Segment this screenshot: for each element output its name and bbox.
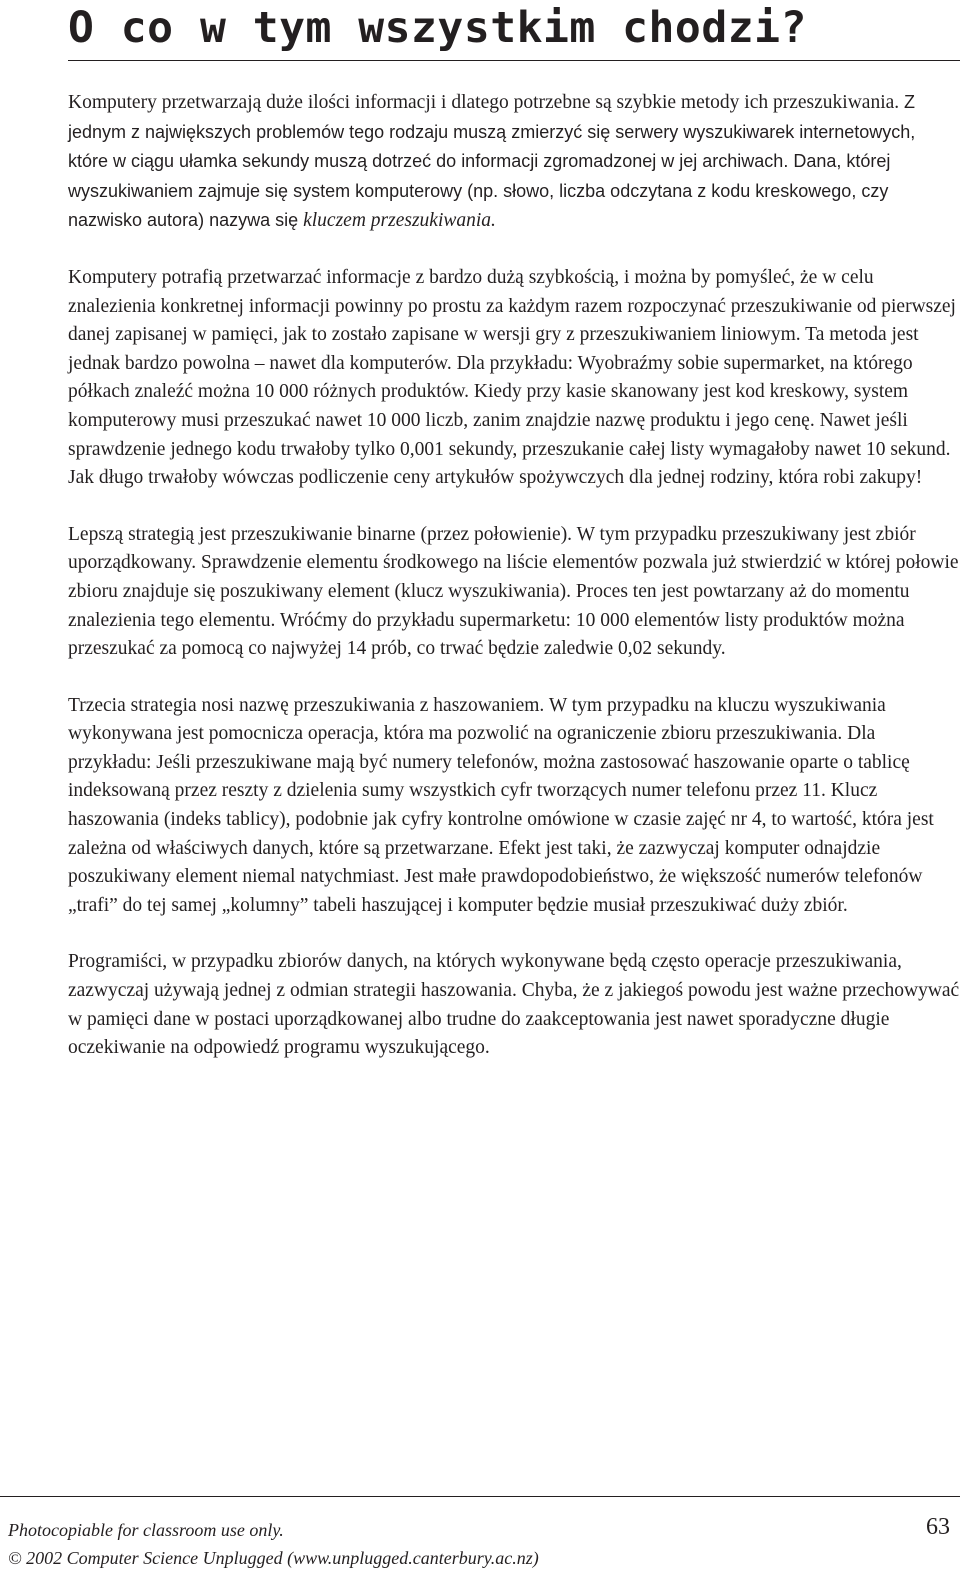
paragraph-3: Lepszą strategią jest przeszukiwanie binarne (przez połowienie). W tym przypadku przeszukiwany jest zbiór uporządkowany. Sprawdzenie elementu środkowego na liście elementów pozwala już stwierdzić w której połowie zbioru znajduje się poszukiwany element (klucz wyszukiwania). Proces ten jest powtarzany aż do momentu znalezienia tego elementu. Wróćmy do przykładu supermarketu: 10 000 elementów listy produktów można przeszukać za pomocą co najwyżej 14 prób, co trwać będzie zaledwie 0,02 sekundy. (68, 523, 959, 660)
photocopy-notice: Photocopiable for classroom use only. (8, 1520, 284, 1540)
article-body (68, 88, 960, 1091)
paragraph-5: Programiści, w przypadku zbiorów danych, na których wykonywane będą często operacje przeszukiwania, zazwyczaj używają jednej z odmian strategii haszowania. Chyba, że z jakiegoś powodu jest ważne przechowywać w pamięci dane w postaci uporządkowanej albo trudne do zaakceptowania jest nawet sporadyczne długie oczekiwanie na odpowiedź programu wyszukującego. (68, 951, 960, 1059)
paragraph-4: Trzecia strategia nosi nazwę przeszukiwania z haszowaniem. W tym przypadku na kluczu wyszukiwania wykonywana jest pomocnicza operacja, która ma pozwolić na ograniczenie zbioru przeszukiwania. Dla przykładu: Jeśli przeszukiwane mają być numery telefonów, można zastosować haszowanie oparte o tablicę indeksowaną przez reszty z dzielenia sumy wszystkich cyfr tworzących numer telefonu przez 11. Klucz haszowania (indeks tablicy), podobnie jak cyfry kontrolne omówione w czasie zajęć nr 4, to wartość, która jest zależna od właściwych danych, które są przetwarzane. Efekt jest taki, że zazwyczaj komputer odnajdzie poszukiwany element niemal natychmiast. Jest małe prawdopodobieństwo, że większość numerów telefonów „trafi” do tej samej „kolumny” tabeli haszującej i komputer będzie musiał przeszukiwać duży zbiór. (68, 694, 934, 916)
title-divider (68, 60, 960, 61)
footer-notice (8, 1516, 539, 1572)
page-number: 63 (926, 1514, 950, 1540)
search-key-term: kluczem przeszukiwania. (303, 210, 496, 232)
paragraph-2: Komputery potrafią przetwarzać informacje z bardzo dużą szybkością, i można by pomyśleć, że w celu znalezienia konkretnej informacji powinny po prostu za każdym razem rozpoczynać przeszukiwanie od pierwszej danej zapisanej w pamięci, jak to zostało zapisane w wersji gry z przeszukiwaniem liniowym. Ta metoda jest jednak bardzo powolna – nawet dla komputerów. Dla przykładu: Wyobraźmy sobie supermarket, na którego półkach znaleźć można 10 000 różnych produktów. Kiedy przy kasie skanowany jest kod kreskowy, system komputerowy musi przeszukać nawet 10 000 liczb, zanim znajdzie nazwę produktu i jego cenę. Nawet jeśli sprawdzenie jednego kodu trwałoby tylko 0,001 sekundy, przeszukanie całej listy wymagałoby nawet 10 sekund. Jak długo trwałoby wówczas podliczenie ceny artykułów spożywczych dla jednej rodziny, która robi zakupy! (68, 266, 956, 489)
footer-divider (0, 1496, 960, 1497)
copyright-notice: © 2002 Computer Science Unplugged (www.unplugged.canterbury.ac.nz) (8, 1548, 539, 1568)
page-title: O co w tym wszystkim chodzi? (68, 3, 807, 53)
paragraph-1-lead: Komputery przetwarzają duże ilości informacji i dlatego potrzebne są szybkie metody ich przeszukiwania. (68, 92, 905, 113)
paragraph-1 (68, 88, 960, 236)
paragraph-1-body: Z jednym z największych problemów tego rodzaju muszą zmierzyć się serwery wyszukiwarek internetowych, które w ciągu ułamka sekundy muszą dotrzeć do informacji zgromadzonej w jej archiwach. Dana, której wyszukiwaniem zajmuje się system komputerowy (np. słowo, liczba odczytana z kodu kreskowego, czy nazwisko autora) nazywa się (68, 92, 916, 231)
